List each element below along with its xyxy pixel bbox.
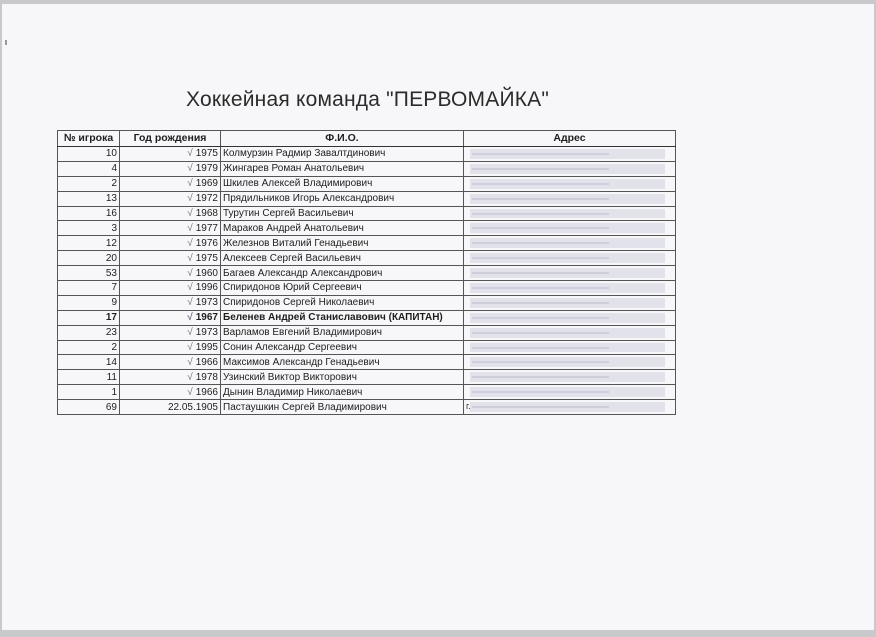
table-row bbox=[58, 251, 676, 266]
address-text: г. bbox=[466, 401, 471, 412]
column-header-address: Адрес bbox=[464, 131, 676, 147]
redacted-address bbox=[470, 194, 665, 204]
roster-table bbox=[57, 130, 676, 415]
page-title: Хоккейная команда "ПЕРВОМАЙКА" bbox=[186, 88, 550, 111]
redacted-address bbox=[470, 343, 665, 353]
player-name: Турутин Сергей Васильевич bbox=[221, 206, 464, 221]
address-cell bbox=[464, 161, 676, 176]
address-cell bbox=[464, 295, 676, 310]
birth-year-cell bbox=[120, 295, 221, 310]
birth-year: 1996 bbox=[195, 282, 218, 294]
player-number: 9 bbox=[58, 295, 120, 310]
birth-year-cell bbox=[120, 221, 221, 236]
birth-year: 1973 bbox=[195, 297, 218, 309]
player-name: Дынин Владимир Николаевич bbox=[221, 385, 464, 400]
checkmark-icon: √ bbox=[187, 267, 193, 279]
redacted-address bbox=[470, 313, 665, 323]
redacted-address bbox=[470, 149, 665, 159]
table-row bbox=[58, 206, 676, 221]
birth-year: 1969 bbox=[195, 178, 218, 190]
player-name: Алексеев Сергей Васильевич bbox=[221, 251, 464, 266]
redacted-address bbox=[470, 298, 665, 308]
address-cell bbox=[464, 266, 676, 281]
player-name: Жингарев Роман Анатольевич bbox=[221, 161, 464, 176]
table-row bbox=[58, 147, 676, 162]
player-name: Колмурзин Радмир Завалтдинович bbox=[221, 147, 464, 162]
player-number: 13 bbox=[58, 191, 120, 206]
redacted-address bbox=[470, 283, 665, 293]
birth-year: 1975 bbox=[195, 252, 218, 264]
scan-mark bbox=[5, 40, 7, 45]
redacted-address bbox=[470, 164, 665, 174]
player-number: 11 bbox=[58, 370, 120, 385]
document-page bbox=[2, 4, 874, 630]
redacted-address bbox=[470, 268, 665, 278]
redacted-address bbox=[470, 387, 665, 397]
address-cell bbox=[464, 355, 676, 370]
address-cell bbox=[464, 400, 676, 415]
birth-year: 1978 bbox=[195, 371, 218, 383]
checkmark-icon: √ bbox=[187, 312, 193, 324]
redacted-address bbox=[470, 179, 665, 189]
birth-year-cell bbox=[120, 310, 221, 325]
birth-year-cell bbox=[120, 266, 221, 281]
birth-year: 1966 bbox=[195, 356, 218, 368]
column-header-name: Ф.И.О. bbox=[221, 131, 464, 147]
player-number: 2 bbox=[58, 340, 120, 355]
checkmark-icon: √ bbox=[187, 342, 193, 354]
column-header-year: Год рождения bbox=[120, 131, 221, 147]
player-number: 53 bbox=[58, 266, 120, 281]
table-row bbox=[58, 400, 676, 415]
address-cell bbox=[464, 147, 676, 162]
birth-year-cell bbox=[120, 191, 221, 206]
address-cell bbox=[464, 176, 676, 191]
player-name: Максимов Александр Генадьевич bbox=[221, 355, 464, 370]
birth-year: 1968 bbox=[195, 208, 218, 219]
column-header-number: № игрока bbox=[58, 131, 120, 147]
checkmark-icon: √ bbox=[187, 178, 193, 190]
player-name: Мараков Андрей Анатольевич bbox=[221, 221, 464, 236]
player-number: 23 bbox=[58, 325, 120, 340]
birth-year: 1977 bbox=[195, 222, 218, 234]
address-cell bbox=[464, 310, 676, 325]
player-name: Узинский Виктор Викторович bbox=[221, 370, 464, 385]
birth-year-cell bbox=[120, 340, 221, 355]
birth-year-cell bbox=[120, 281, 221, 296]
birth-year: 1973 bbox=[195, 327, 218, 339]
table-header-row bbox=[58, 131, 676, 147]
checkmark-icon: √ bbox=[187, 252, 193, 264]
birth-year: 1975 bbox=[195, 148, 218, 160]
address-cell bbox=[464, 370, 676, 385]
table-row bbox=[58, 355, 676, 370]
player-number: 7 bbox=[58, 281, 120, 296]
table-row bbox=[58, 281, 676, 296]
table-row bbox=[58, 310, 676, 325]
player-number: 69 bbox=[58, 400, 120, 415]
birth-year: 1972 bbox=[195, 193, 218, 205]
redacted-address bbox=[470, 372, 665, 382]
roster-body bbox=[58, 147, 676, 415]
redacted-address bbox=[470, 223, 665, 233]
table-row bbox=[58, 236, 676, 251]
birth-year-cell bbox=[120, 325, 221, 340]
checkmark-icon: √ bbox=[187, 356, 193, 368]
player-name: Пастаушкин Сергей Владимирович bbox=[221, 400, 464, 415]
checkmark-icon: √ bbox=[187, 193, 193, 205]
player-number: 3 bbox=[58, 221, 120, 236]
birth-year-cell bbox=[120, 176, 221, 191]
address-cell bbox=[464, 340, 676, 355]
player-number: 2 bbox=[58, 176, 120, 191]
address-cell bbox=[464, 251, 676, 266]
birth-year-cell bbox=[120, 147, 221, 162]
checkmark-icon: √ bbox=[187, 371, 193, 383]
player-name: Сонин Александр Сергеевич bbox=[221, 340, 464, 355]
birth-year: 1967 bbox=[195, 312, 218, 324]
table-row bbox=[58, 161, 676, 176]
birth-year-cell bbox=[120, 385, 221, 400]
checkmark-icon: √ bbox=[187, 237, 193, 249]
birth-year-cell bbox=[120, 251, 221, 266]
table-row bbox=[58, 295, 676, 310]
checkmark-icon: √ bbox=[187, 297, 193, 309]
birth-year: 1995 bbox=[195, 342, 218, 354]
birth-year-cell bbox=[120, 355, 221, 370]
address-cell bbox=[464, 385, 676, 400]
address-cell bbox=[464, 206, 676, 221]
birth-year: 1966 bbox=[195, 386, 218, 398]
player-number: 16 bbox=[58, 206, 120, 221]
checkmark-icon: √ bbox=[187, 282, 193, 294]
redacted-address bbox=[470, 238, 665, 248]
redacted-address bbox=[470, 253, 665, 263]
player-name: Железнов Виталий Генадьевич bbox=[221, 236, 464, 251]
birth-year-cell bbox=[120, 236, 221, 251]
birth-year: 22.05.1905 bbox=[167, 401, 218, 413]
birth-year: 1979 bbox=[195, 163, 218, 175]
birth-year-cell bbox=[120, 206, 221, 221]
address-cell bbox=[464, 191, 676, 206]
checkmark-icon: √ bbox=[187, 163, 193, 175]
player-name: Варламов Евгений Владимирович bbox=[221, 325, 464, 340]
table-row bbox=[58, 266, 676, 281]
birth-year: 1960 bbox=[195, 267, 218, 279]
checkmark-icon: √ bbox=[187, 208, 193, 219]
redacted-address bbox=[470, 209, 665, 219]
table-row bbox=[58, 340, 676, 355]
table-row bbox=[58, 325, 676, 340]
birth-year-cell bbox=[120, 161, 221, 176]
player-name: Беленев Андрей Станиславович (КАПИТАН) bbox=[221, 310, 464, 325]
player-number: 4 bbox=[58, 161, 120, 176]
player-name: Багаев Александр Александрович bbox=[221, 266, 464, 281]
birth-year-cell bbox=[120, 400, 221, 415]
player-name: Спиридонов Сергей Николаевич bbox=[221, 295, 464, 310]
player-number: 20 bbox=[58, 251, 120, 266]
player-name: Спиридонов Юрий Сергеевич bbox=[221, 281, 464, 296]
checkmark-icon: √ bbox=[187, 386, 193, 398]
player-number: 14 bbox=[58, 355, 120, 370]
player-number: 1 bbox=[58, 385, 120, 400]
table-row bbox=[58, 191, 676, 206]
address-cell bbox=[464, 325, 676, 340]
address-cell bbox=[464, 281, 676, 296]
birth-year-cell bbox=[120, 370, 221, 385]
player-number: 17 bbox=[58, 310, 120, 325]
table-row bbox=[58, 370, 676, 385]
checkmark-icon: √ bbox=[187, 148, 193, 160]
redacted-address bbox=[470, 357, 665, 367]
player-name: Шкилев Алексей Владимирович bbox=[221, 176, 464, 191]
redacted-address bbox=[470, 402, 665, 412]
birth-year: 1976 bbox=[195, 237, 218, 249]
checkmark-icon: √ bbox=[187, 327, 193, 339]
address-cell bbox=[464, 236, 676, 251]
player-number: 10 bbox=[58, 147, 120, 162]
table-row bbox=[58, 221, 676, 236]
player-number: 12 bbox=[58, 236, 120, 251]
player-name: Прядильников Игорь Александрович bbox=[221, 191, 464, 206]
address-cell bbox=[464, 221, 676, 236]
table-row bbox=[58, 385, 676, 400]
checkmark-icon: √ bbox=[187, 222, 193, 234]
redacted-address bbox=[470, 328, 665, 338]
table-row bbox=[58, 176, 676, 191]
